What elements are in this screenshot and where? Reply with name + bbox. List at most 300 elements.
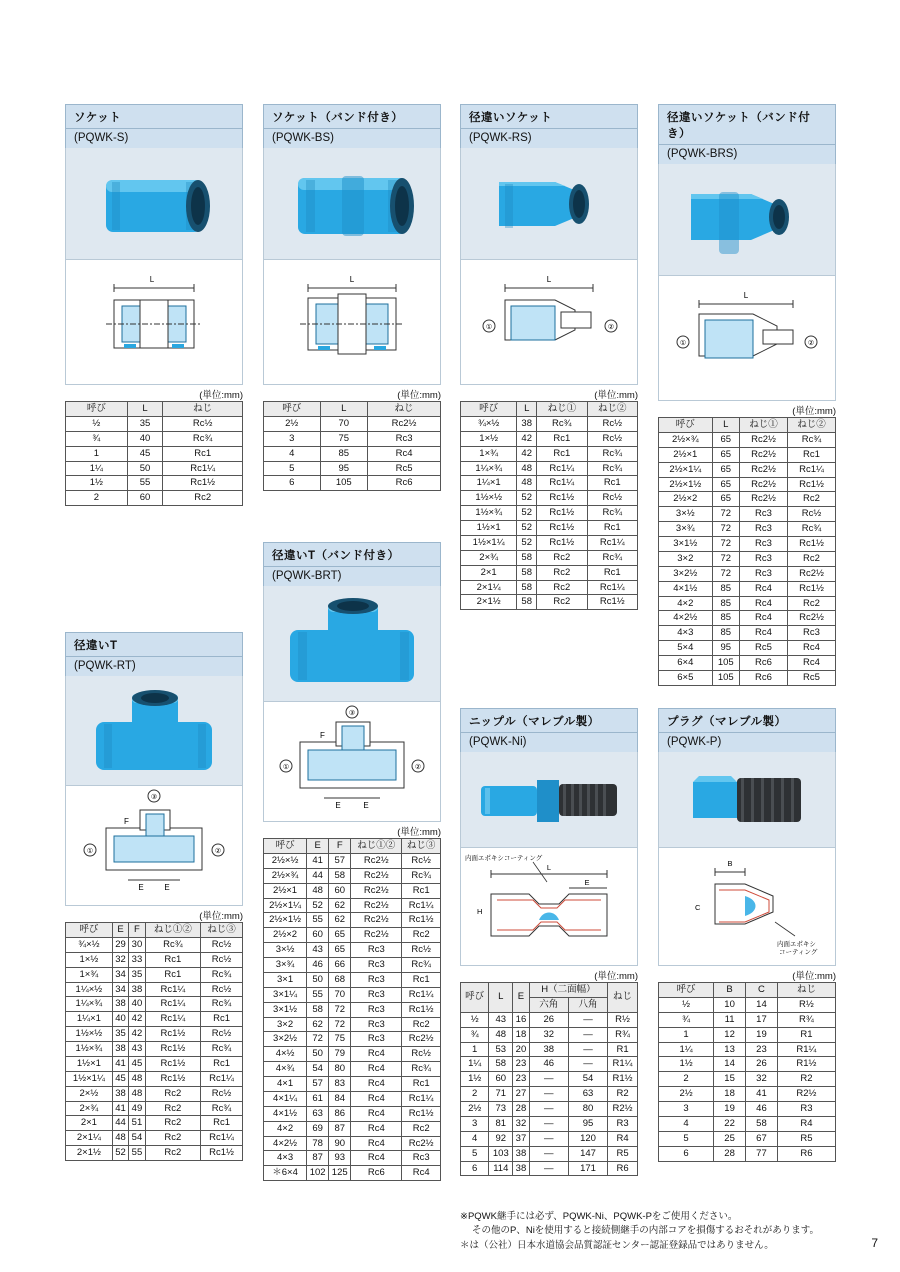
table-row xyxy=(66,1116,243,1131)
table-cell: 1½×½ xyxy=(66,1027,113,1042)
table-cell: Rc2 xyxy=(145,1146,200,1161)
product-title-bar xyxy=(263,104,441,129)
table-row xyxy=(264,1106,441,1121)
unit-label: (単位:mm) xyxy=(199,911,243,922)
table-cell: Rc1½ xyxy=(402,913,441,928)
table-cell: 19 xyxy=(746,1027,778,1042)
col-header: ねじ① xyxy=(537,402,587,417)
table-cell: 87 xyxy=(307,1151,329,1166)
table-cell: Rc1½ xyxy=(787,581,835,596)
footnote: ＊は（公社）日本水道協会品質認証センター認証登録品ではありません。 xyxy=(460,1239,774,1251)
table-cell: 68 xyxy=(329,972,351,987)
table-cell: Rc1 xyxy=(537,431,587,446)
table-cell: 58 xyxy=(746,1116,778,1131)
product-title-bar xyxy=(65,104,243,129)
table-row xyxy=(461,565,638,580)
table-row: 1½ 55 Rc1½ xyxy=(66,476,243,491)
table-row: 2½ 70 Rc2½ xyxy=(264,416,441,431)
table-cell: Rc¾ xyxy=(402,1062,441,1077)
table-cell: 4×1½ xyxy=(264,1106,307,1121)
table-cell: Rc1½ xyxy=(787,537,835,552)
table-cell: 35 xyxy=(129,967,145,982)
table-row xyxy=(461,1027,638,1042)
table-cell: 102 xyxy=(307,1166,329,1181)
svg-text:L: L xyxy=(349,275,355,284)
product-title: ソケット（バンド付き） xyxy=(272,112,404,124)
table-cell: ¾ xyxy=(659,1012,714,1027)
table-cell: — xyxy=(568,1012,607,1027)
table-cell: 16 xyxy=(513,1012,529,1027)
table-row xyxy=(659,522,836,537)
table-cell: R2½ xyxy=(777,1087,835,1102)
table-cell: Rc1 xyxy=(145,952,200,967)
table-cell: 2×1 xyxy=(66,1116,113,1131)
table-cell: 105 xyxy=(712,656,739,671)
table-cell: R5 xyxy=(777,1131,835,1146)
table-cell: 2½ xyxy=(659,1087,714,1102)
table-cell: Rc2½ xyxy=(787,611,835,626)
col-header: ねじ xyxy=(777,983,835,998)
table-cell: 61 xyxy=(307,1091,329,1106)
table-row xyxy=(659,477,836,492)
col-header: E xyxy=(513,983,529,1013)
table-cell: Rc2½ xyxy=(351,913,402,928)
table-cell: 23 xyxy=(513,1057,529,1072)
table-row xyxy=(66,1012,243,1027)
col-header: 呼び xyxy=(264,402,321,417)
table-row xyxy=(264,943,441,958)
table-cell: Rc2 xyxy=(402,1121,441,1136)
table-cell: 4×3 xyxy=(659,626,713,641)
table-row xyxy=(659,641,836,656)
table-cell: Rc2½ xyxy=(351,853,402,868)
table-cell: 12 xyxy=(714,1027,746,1042)
table-row xyxy=(659,581,836,596)
table-cell: R1 xyxy=(608,1042,638,1057)
product-diagram xyxy=(65,260,243,385)
product-title-bar xyxy=(460,104,638,129)
col-header: H（二面幅） xyxy=(529,983,607,998)
spec-table-reducing-socket xyxy=(460,401,638,610)
table-cell: Rc½ xyxy=(201,952,243,967)
table-cell: R½ xyxy=(608,1012,638,1027)
table-cell: Rc1¼ xyxy=(787,462,835,477)
table-cell: ½ xyxy=(461,1012,489,1027)
table-cell: Rc½ xyxy=(587,416,637,431)
table-cell: Rc½ xyxy=(201,982,243,997)
table-cell: Rc1½ xyxy=(537,506,587,521)
table-cell: 54 xyxy=(129,1131,145,1146)
table-cell: 46 xyxy=(307,958,329,973)
product-code: (PQWK-Ni) xyxy=(460,733,638,752)
table-row xyxy=(264,1047,441,1062)
table-cell: 1½×¾ xyxy=(461,506,517,521)
product-photo xyxy=(658,752,836,848)
table-cell: R1 xyxy=(777,1027,835,1042)
svg-text:L: L xyxy=(149,275,155,284)
table-cell: 65 xyxy=(712,447,739,462)
table-cell: 19 xyxy=(714,1102,746,1117)
table-row xyxy=(264,898,441,913)
table-cell: 45 xyxy=(112,1071,128,1086)
table-cell: 63 xyxy=(307,1106,329,1121)
table-cell: 38 xyxy=(529,1042,568,1057)
table-cell: 51 xyxy=(129,1116,145,1131)
table-row xyxy=(66,1071,243,1086)
table-cell: 72 xyxy=(329,1017,351,1032)
table-cell: 2½×1 xyxy=(264,883,307,898)
table-cell: Rc2 xyxy=(537,595,587,610)
table-cell: Rc½ xyxy=(402,943,441,958)
table-row xyxy=(461,446,638,461)
table-cell: 63 xyxy=(568,1087,607,1102)
unit-label: (単位:mm) xyxy=(792,971,836,982)
table-cell: Rc1¼ xyxy=(145,1012,200,1027)
table-cell: 1×¾ xyxy=(461,446,517,461)
table-row xyxy=(659,492,836,507)
svg-text:①: ① xyxy=(86,848,94,855)
table-row xyxy=(659,596,836,611)
table-cell: 32 xyxy=(513,1116,529,1131)
col-header: ねじ② xyxy=(587,402,637,417)
table-row xyxy=(659,1012,836,1027)
table-cell: 80 xyxy=(329,1062,351,1077)
table-cell: 38 xyxy=(517,416,537,431)
table-cell: 2×1½ xyxy=(66,1146,113,1161)
table-cell: R6 xyxy=(777,1146,835,1161)
table-row xyxy=(264,1166,441,1181)
table-cell: 62 xyxy=(329,898,351,913)
table-cell: Rc1¼ xyxy=(402,1091,441,1106)
table-cell: 48 xyxy=(307,883,329,898)
table-cell: Rc4 xyxy=(351,1121,402,1136)
table-row xyxy=(461,1012,638,1027)
table-cell: Rc6 xyxy=(740,656,788,671)
table-cell: Rc1½ xyxy=(145,1056,200,1071)
table-cell: Rc2 xyxy=(537,565,587,580)
col-header: 呼び xyxy=(461,402,517,417)
svg-text:L: L xyxy=(546,863,552,872)
table-cell: 13 xyxy=(714,1042,746,1057)
table-cell: 2½×1¼ xyxy=(659,462,713,477)
table-cell: 55 xyxy=(129,1146,145,1161)
table-cell: Rc1 xyxy=(402,1077,441,1092)
table-cell: Rc½ xyxy=(402,1047,441,1062)
nipple-photo-art xyxy=(461,752,637,848)
table-cell: Rc2½ xyxy=(740,462,788,477)
table-cell: 48 xyxy=(489,1027,513,1042)
table-row: 3 75 Rc3 xyxy=(264,431,441,446)
table-cell: 48 xyxy=(129,1071,145,1086)
table-cell: 35 xyxy=(112,1027,128,1042)
table-row xyxy=(461,535,638,550)
table-cell: Rc1¼ xyxy=(587,535,637,550)
table-cell: 4×2½ xyxy=(264,1136,307,1151)
table-cell: 2×1 xyxy=(461,565,517,580)
product-diagram xyxy=(658,276,836,401)
table-cell: Rc1½ xyxy=(201,1146,243,1161)
table-cell: — xyxy=(529,1087,568,1102)
table-cell: — xyxy=(529,1102,568,1117)
table-cell: 4×2½ xyxy=(659,611,713,626)
product-title: ソケット xyxy=(74,112,122,124)
table-row: 1¼ 50 Rc1¼ xyxy=(66,461,243,476)
table-cell: Rc6 xyxy=(740,670,788,685)
product-diagram xyxy=(263,702,441,822)
table-cell: 2×½ xyxy=(66,1086,113,1101)
table-row xyxy=(264,1151,441,1166)
table-row xyxy=(461,1161,638,1176)
table-cell: Rc4 xyxy=(351,1047,402,1062)
unit-label: (単位:mm) xyxy=(397,390,441,401)
table-cell: Rc2 xyxy=(145,1086,200,1101)
table-row xyxy=(66,937,243,952)
table-cell: 41 xyxy=(307,853,329,868)
table-row: 5 95 Rc5 xyxy=(264,461,441,476)
table-cell: — xyxy=(529,1116,568,1131)
page-number: 7 xyxy=(871,1236,878,1250)
table-row xyxy=(66,997,243,1012)
table-cell: Rc1 xyxy=(201,1116,243,1131)
table-cell: Rc¾ xyxy=(587,550,637,565)
table-cell: 90 xyxy=(329,1136,351,1151)
table-cell: — xyxy=(529,1161,568,1176)
table-cell: R3 xyxy=(777,1102,835,1117)
table-cell: 5×4 xyxy=(659,641,713,656)
table-cell: Rc4 xyxy=(787,656,835,671)
table-cell: 2×1½ xyxy=(461,595,517,610)
reducing-socket-photo-art xyxy=(461,148,637,260)
table-cell: 1¼×¾ xyxy=(66,997,113,1012)
table-row xyxy=(66,982,243,997)
table-cell: ¾×½ xyxy=(461,416,517,431)
table-row xyxy=(66,952,243,967)
table-row xyxy=(66,1146,243,1161)
table-cell: 58 xyxy=(517,550,537,565)
table-cell: 4×1¼ xyxy=(264,1091,307,1106)
table-cell: Rc¾ xyxy=(402,958,441,973)
product-title-bar xyxy=(65,632,243,657)
table-cell: 3×2 xyxy=(264,1017,307,1032)
table-cell: Rc2½ xyxy=(402,1136,441,1151)
table-cell: Rc2½ xyxy=(351,883,402,898)
table-cell: 79 xyxy=(329,1047,351,1062)
col-header: F xyxy=(129,923,145,938)
table-row xyxy=(659,1072,836,1087)
table-cell: 50 xyxy=(307,1047,329,1062)
col-header: ねじ xyxy=(163,402,243,417)
table-cell: 73 xyxy=(489,1102,513,1117)
product-photo xyxy=(65,148,243,260)
table-cell: 120 xyxy=(568,1131,607,1146)
table-cell: 11 xyxy=(714,1012,746,1027)
product-reducing-tee xyxy=(65,632,243,1161)
table-cell: 2½×¾ xyxy=(264,868,307,883)
table-cell: 4×1½ xyxy=(659,581,713,596)
col-header: L xyxy=(712,418,739,433)
col-header: F xyxy=(329,839,351,854)
table-cell: — xyxy=(568,1027,607,1042)
table-cell: 85 xyxy=(712,626,739,641)
table-cell: 3×½ xyxy=(264,943,307,958)
col-header: C xyxy=(746,983,778,998)
table-cell: Rc1 xyxy=(787,447,835,462)
table-row xyxy=(461,1057,638,1072)
table-cell: 3 xyxy=(461,1116,489,1131)
col-header: ねじ xyxy=(608,983,638,1013)
product-photo xyxy=(263,586,441,702)
table-cell: Rc¾ xyxy=(201,997,243,1012)
table-cell: ½ xyxy=(659,997,714,1012)
table-cell: 6 xyxy=(659,1146,714,1161)
table-cell: 3×1¼ xyxy=(264,987,307,1002)
product-diagram xyxy=(65,786,243,906)
table-cell: Rc2 xyxy=(402,1017,441,1032)
table-cell: 34 xyxy=(112,967,128,982)
product-photo xyxy=(65,676,243,786)
table-cell: Rc3 xyxy=(351,958,402,973)
col-header: ねじ xyxy=(368,402,441,417)
table-cell: 125 xyxy=(329,1166,351,1181)
table-cell: 71 xyxy=(489,1087,513,1102)
table-cell: R4 xyxy=(777,1116,835,1131)
table-cell: 85 xyxy=(712,611,739,626)
socket-band-section-drawing xyxy=(264,260,440,385)
product-socket-band xyxy=(263,104,441,491)
table-cell: 42 xyxy=(129,1027,145,1042)
table-cell: Rc2 xyxy=(537,550,587,565)
product-photo xyxy=(460,752,638,848)
table-cell: — xyxy=(568,1042,607,1057)
table-cell: 52 xyxy=(112,1146,128,1161)
table-cell: 44 xyxy=(307,868,329,883)
socket-section-drawing xyxy=(66,260,242,385)
table-row: ½ 35 Rc½ xyxy=(66,416,243,431)
svg-text:B: B xyxy=(727,859,733,868)
table-cell: 92 xyxy=(489,1131,513,1146)
svg-text:①: ① xyxy=(485,324,493,331)
table-cell: 40 xyxy=(129,997,145,1012)
svg-text:③: ③ xyxy=(150,794,158,801)
table-cell: 2½×¾ xyxy=(659,432,713,447)
table-cell: Rc1¼ xyxy=(537,476,587,491)
table-cell: 52 xyxy=(517,506,537,521)
table-cell: 87 xyxy=(329,1121,351,1136)
svg-text:E: E xyxy=(335,801,341,810)
table-cell: Rc1½ xyxy=(402,1106,441,1121)
table-cell: Rc¾ xyxy=(787,522,835,537)
table-cell: Rc3 xyxy=(787,626,835,641)
table-cell: ＊6×4 xyxy=(264,1166,307,1181)
spec-table-reducing-tee xyxy=(65,922,243,1161)
table-row xyxy=(659,537,836,552)
reducing-tee-band-photo-art xyxy=(264,586,440,702)
table-cell: 171 xyxy=(568,1161,607,1176)
col-header: 呼び xyxy=(66,402,128,417)
product-title: 径違いソケット（バンド付き） xyxy=(667,112,811,140)
table-cell: 23 xyxy=(513,1072,529,1087)
svg-text:③: ③ xyxy=(348,710,356,717)
product-title-bar xyxy=(658,104,836,145)
plug-photo-art xyxy=(659,752,835,848)
table-row xyxy=(264,1002,441,1017)
product-title: ニップル（マレブル製） xyxy=(469,716,600,728)
table-cell: 2½×1½ xyxy=(264,913,307,928)
table-cell: 2 xyxy=(659,1072,714,1087)
unit-label: (単位:mm) xyxy=(397,827,441,838)
col-subheader: 八角 xyxy=(568,997,607,1012)
table-cell: 6×5 xyxy=(659,670,713,685)
table-row xyxy=(264,958,441,973)
table-cell: Rc2 xyxy=(787,492,835,507)
table-cell: 1½×1 xyxy=(66,1056,113,1071)
product-nipple xyxy=(460,708,638,1176)
table-cell: Rc2½ xyxy=(351,868,402,883)
table-row xyxy=(659,656,836,671)
table-cell: Rc3 xyxy=(402,1151,441,1166)
table-cell: 72 xyxy=(307,1032,329,1047)
footnotes xyxy=(460,1210,860,1253)
spec-table-nipple xyxy=(460,982,638,1176)
table-cell: R¾ xyxy=(608,1027,638,1042)
socket-photo-art xyxy=(66,148,242,260)
table-cell: 2½×½ xyxy=(264,853,307,868)
table-cell: Rc2 xyxy=(145,1101,200,1116)
table-cell: R1½ xyxy=(608,1072,638,1087)
table-cell: 3 xyxy=(659,1102,714,1117)
table-cell: Rc1½ xyxy=(537,491,587,506)
col-header: B xyxy=(714,983,746,998)
table-cell: 52 xyxy=(307,898,329,913)
reducing-socket-section-drawing xyxy=(461,260,637,385)
table-row xyxy=(461,506,638,521)
table-cell: Rc2½ xyxy=(351,928,402,943)
table-cell: R1¼ xyxy=(777,1042,835,1057)
table-row xyxy=(461,491,638,506)
table-cell: 2×1¼ xyxy=(66,1131,113,1146)
table-cell: R1¼ xyxy=(608,1057,638,1072)
table-cell: Rc½ xyxy=(201,1086,243,1101)
table-cell: Rc1¼ xyxy=(402,898,441,913)
col-header: ねじ①② xyxy=(351,839,402,854)
table-row xyxy=(461,580,638,595)
table-cell: Rc¾ xyxy=(201,1101,243,1116)
table-cell: 29 xyxy=(112,937,128,952)
table-cell: Rc½ xyxy=(587,491,637,506)
table-cell: Rc1¼ xyxy=(587,580,637,595)
table-cell: 50 xyxy=(307,972,329,987)
col-header: L xyxy=(127,402,163,417)
table-cell: 58 xyxy=(517,595,537,610)
reducing-tee-band-section-drawing xyxy=(264,702,440,822)
table-cell: 65 xyxy=(712,492,739,507)
table-cell: Rc¾ xyxy=(201,967,243,982)
table-cell: 72 xyxy=(712,551,739,566)
table-cell: 58 xyxy=(307,1002,329,1017)
table-cell: Rc¾ xyxy=(587,506,637,521)
table-cell: 65 xyxy=(712,477,739,492)
table-cell: 15 xyxy=(714,1072,746,1087)
product-title-bar xyxy=(263,542,441,567)
table-cell: 62 xyxy=(329,913,351,928)
table-cell: R5 xyxy=(608,1146,638,1161)
product-code: (PQWK-BRS) xyxy=(658,145,836,164)
table-cell: 103 xyxy=(489,1146,513,1161)
table-cell: 70 xyxy=(329,987,351,1002)
table-cell: 95 xyxy=(712,641,739,656)
table-row xyxy=(264,1032,441,1047)
table-cell: Rc¾ xyxy=(587,461,637,476)
